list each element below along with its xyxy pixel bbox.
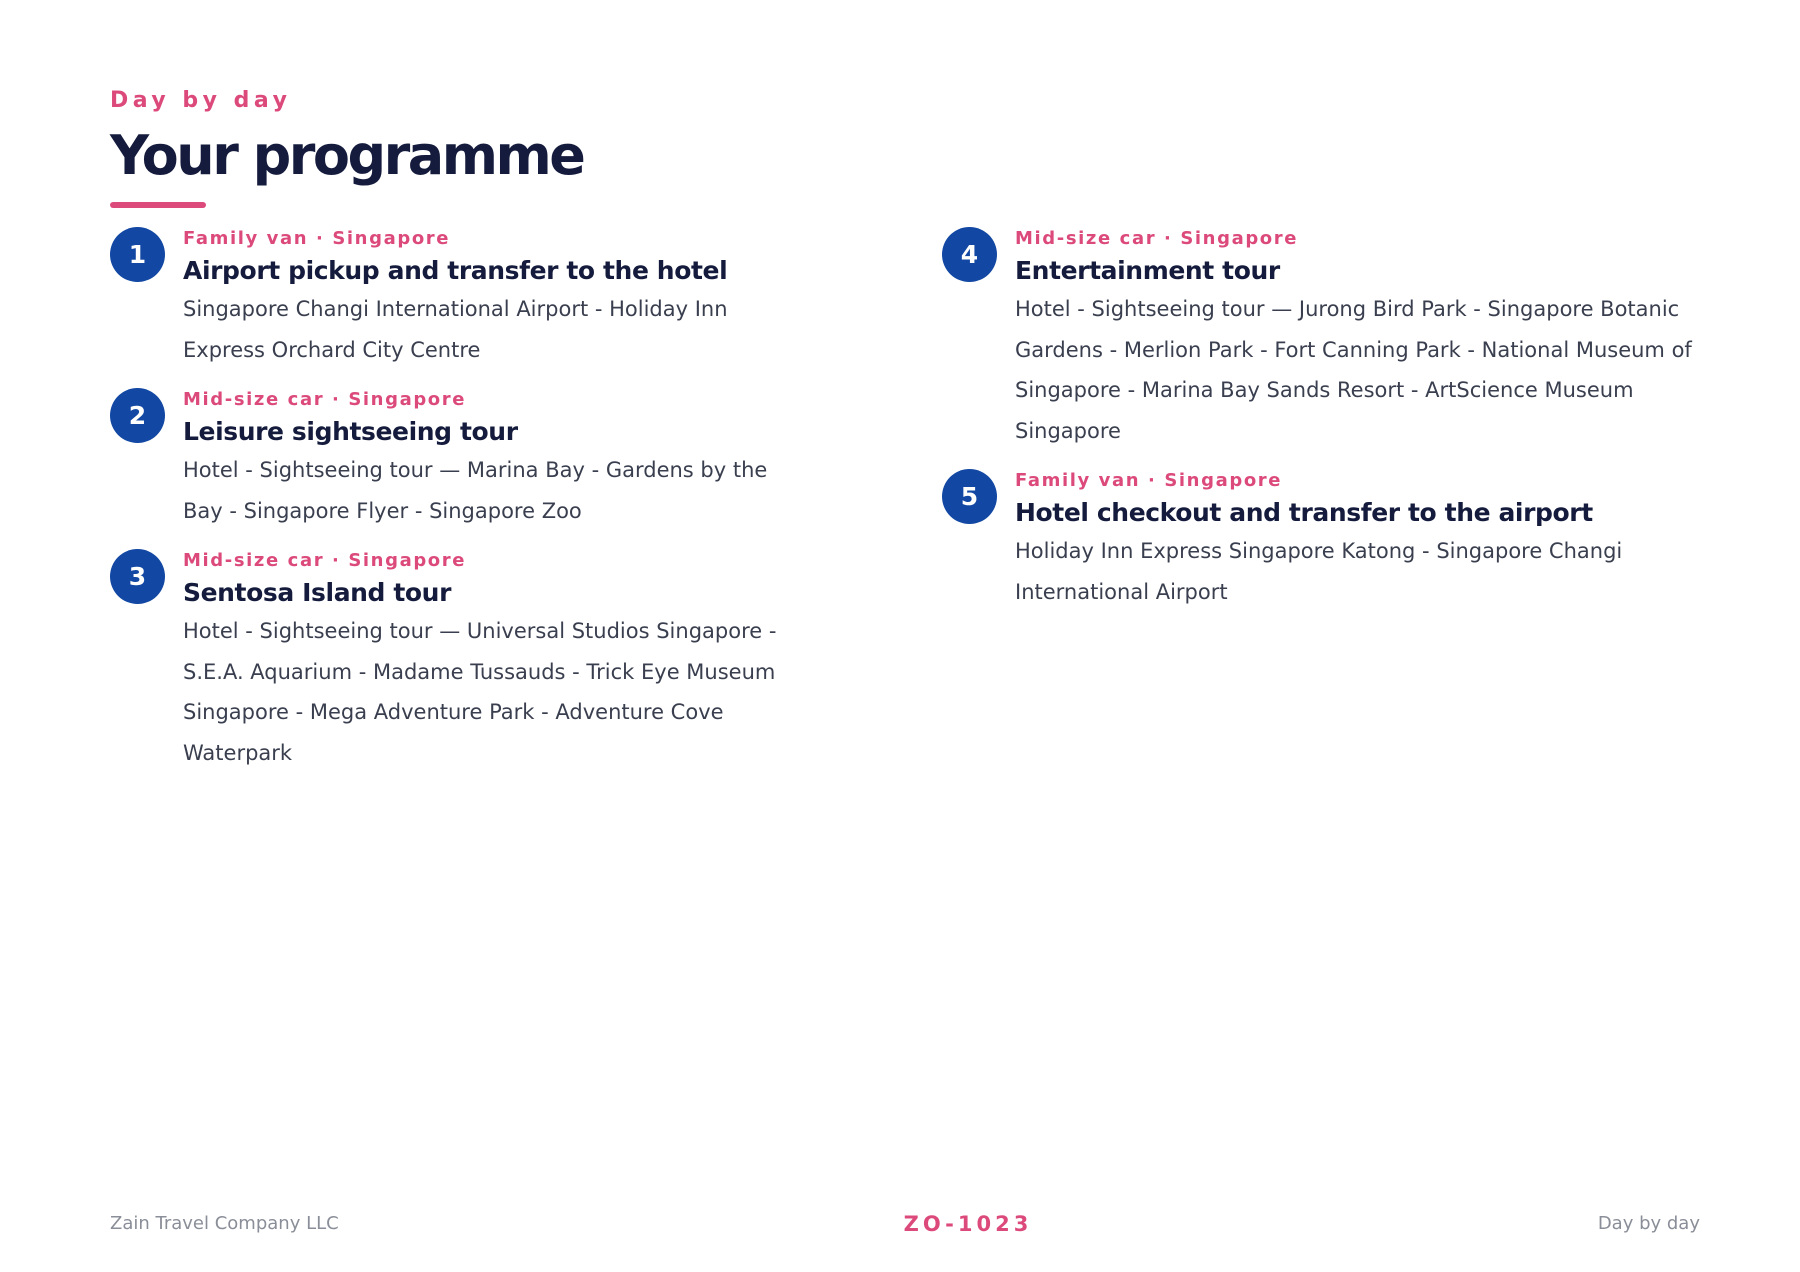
day-item-3 (110, 549, 810, 773)
day-item-2 (110, 388, 810, 531)
day-title: Leisure sightseeing tour (183, 417, 518, 446)
section-eyebrow: Day by day (110, 88, 292, 113)
day-number-badge: 3 (110, 549, 165, 604)
day-route-description: Singapore Changi International Airport - Holiday Inn Express Orchard City Centre (183, 297, 728, 362)
day-route-description: Hotel - Sightseeing tour — Marina Bay - Gardens by the Bay - Singapore Flyer - Singapore Zoo (183, 458, 768, 523)
day-number-badge: 2 (110, 388, 165, 443)
footer-company-name: Zain Travel Company LLC (110, 1213, 339, 1234)
page-title: Your programme (110, 124, 584, 187)
day-title: Sentosa Island tour (183, 578, 452, 607)
day-vehicle-location: Mid-size car · Singapore (183, 389, 467, 410)
day-number-badge: 4 (942, 227, 997, 282)
title-underline (110, 202, 206, 208)
day-route-description: Hotel - Sightseeing tour — Universal Studios Singapore - S.E.A. Aquarium - Madame Tussauds - Trick Eye Museum Singapore - Mega Adventure Park - Adventure Cove Waterpark (183, 619, 777, 765)
footer-section-name: Day by day (1597, 1213, 1700, 1234)
day-route-description: Holiday Inn Express Singapore Katong - Singapore Changi International Airport (1015, 539, 1623, 604)
day-item-1 (110, 227, 810, 370)
day-title: Entertainment tour (1015, 256, 1280, 285)
programme-column-right (942, 227, 1702, 630)
day-item-4 (942, 227, 1702, 451)
day-number-badge: 5 (942, 469, 997, 524)
day-title: Hotel checkout and transfer to the airport (1015, 498, 1593, 527)
day-route-description: Hotel - Sightseeing tour — Jurong Bird Park - Singapore Botanic Gardens - Merlion Park - Fort Canning Park - National Museum of Singapore - Marina Bay Sands Resort - ArtScience Museum Singapore (1015, 297, 1692, 443)
day-number-badge: 1 (110, 227, 165, 282)
day-item-5 (942, 469, 1702, 612)
day-vehicle-location: Mid-size car · Singapore (1015, 228, 1299, 249)
day-vehicle-location: Family van · Singapore (1015, 470, 1283, 491)
day-title: Airport pickup and transfer to the hotel (183, 256, 728, 285)
programme-column-left (110, 227, 810, 791)
day-vehicle-location: Mid-size car · Singapore (183, 550, 467, 571)
day-vehicle-location: Family van · Singapore (183, 228, 451, 249)
page-header (110, 86, 583, 208)
footer-reference-code: ZO-1023 (903, 1212, 1033, 1236)
